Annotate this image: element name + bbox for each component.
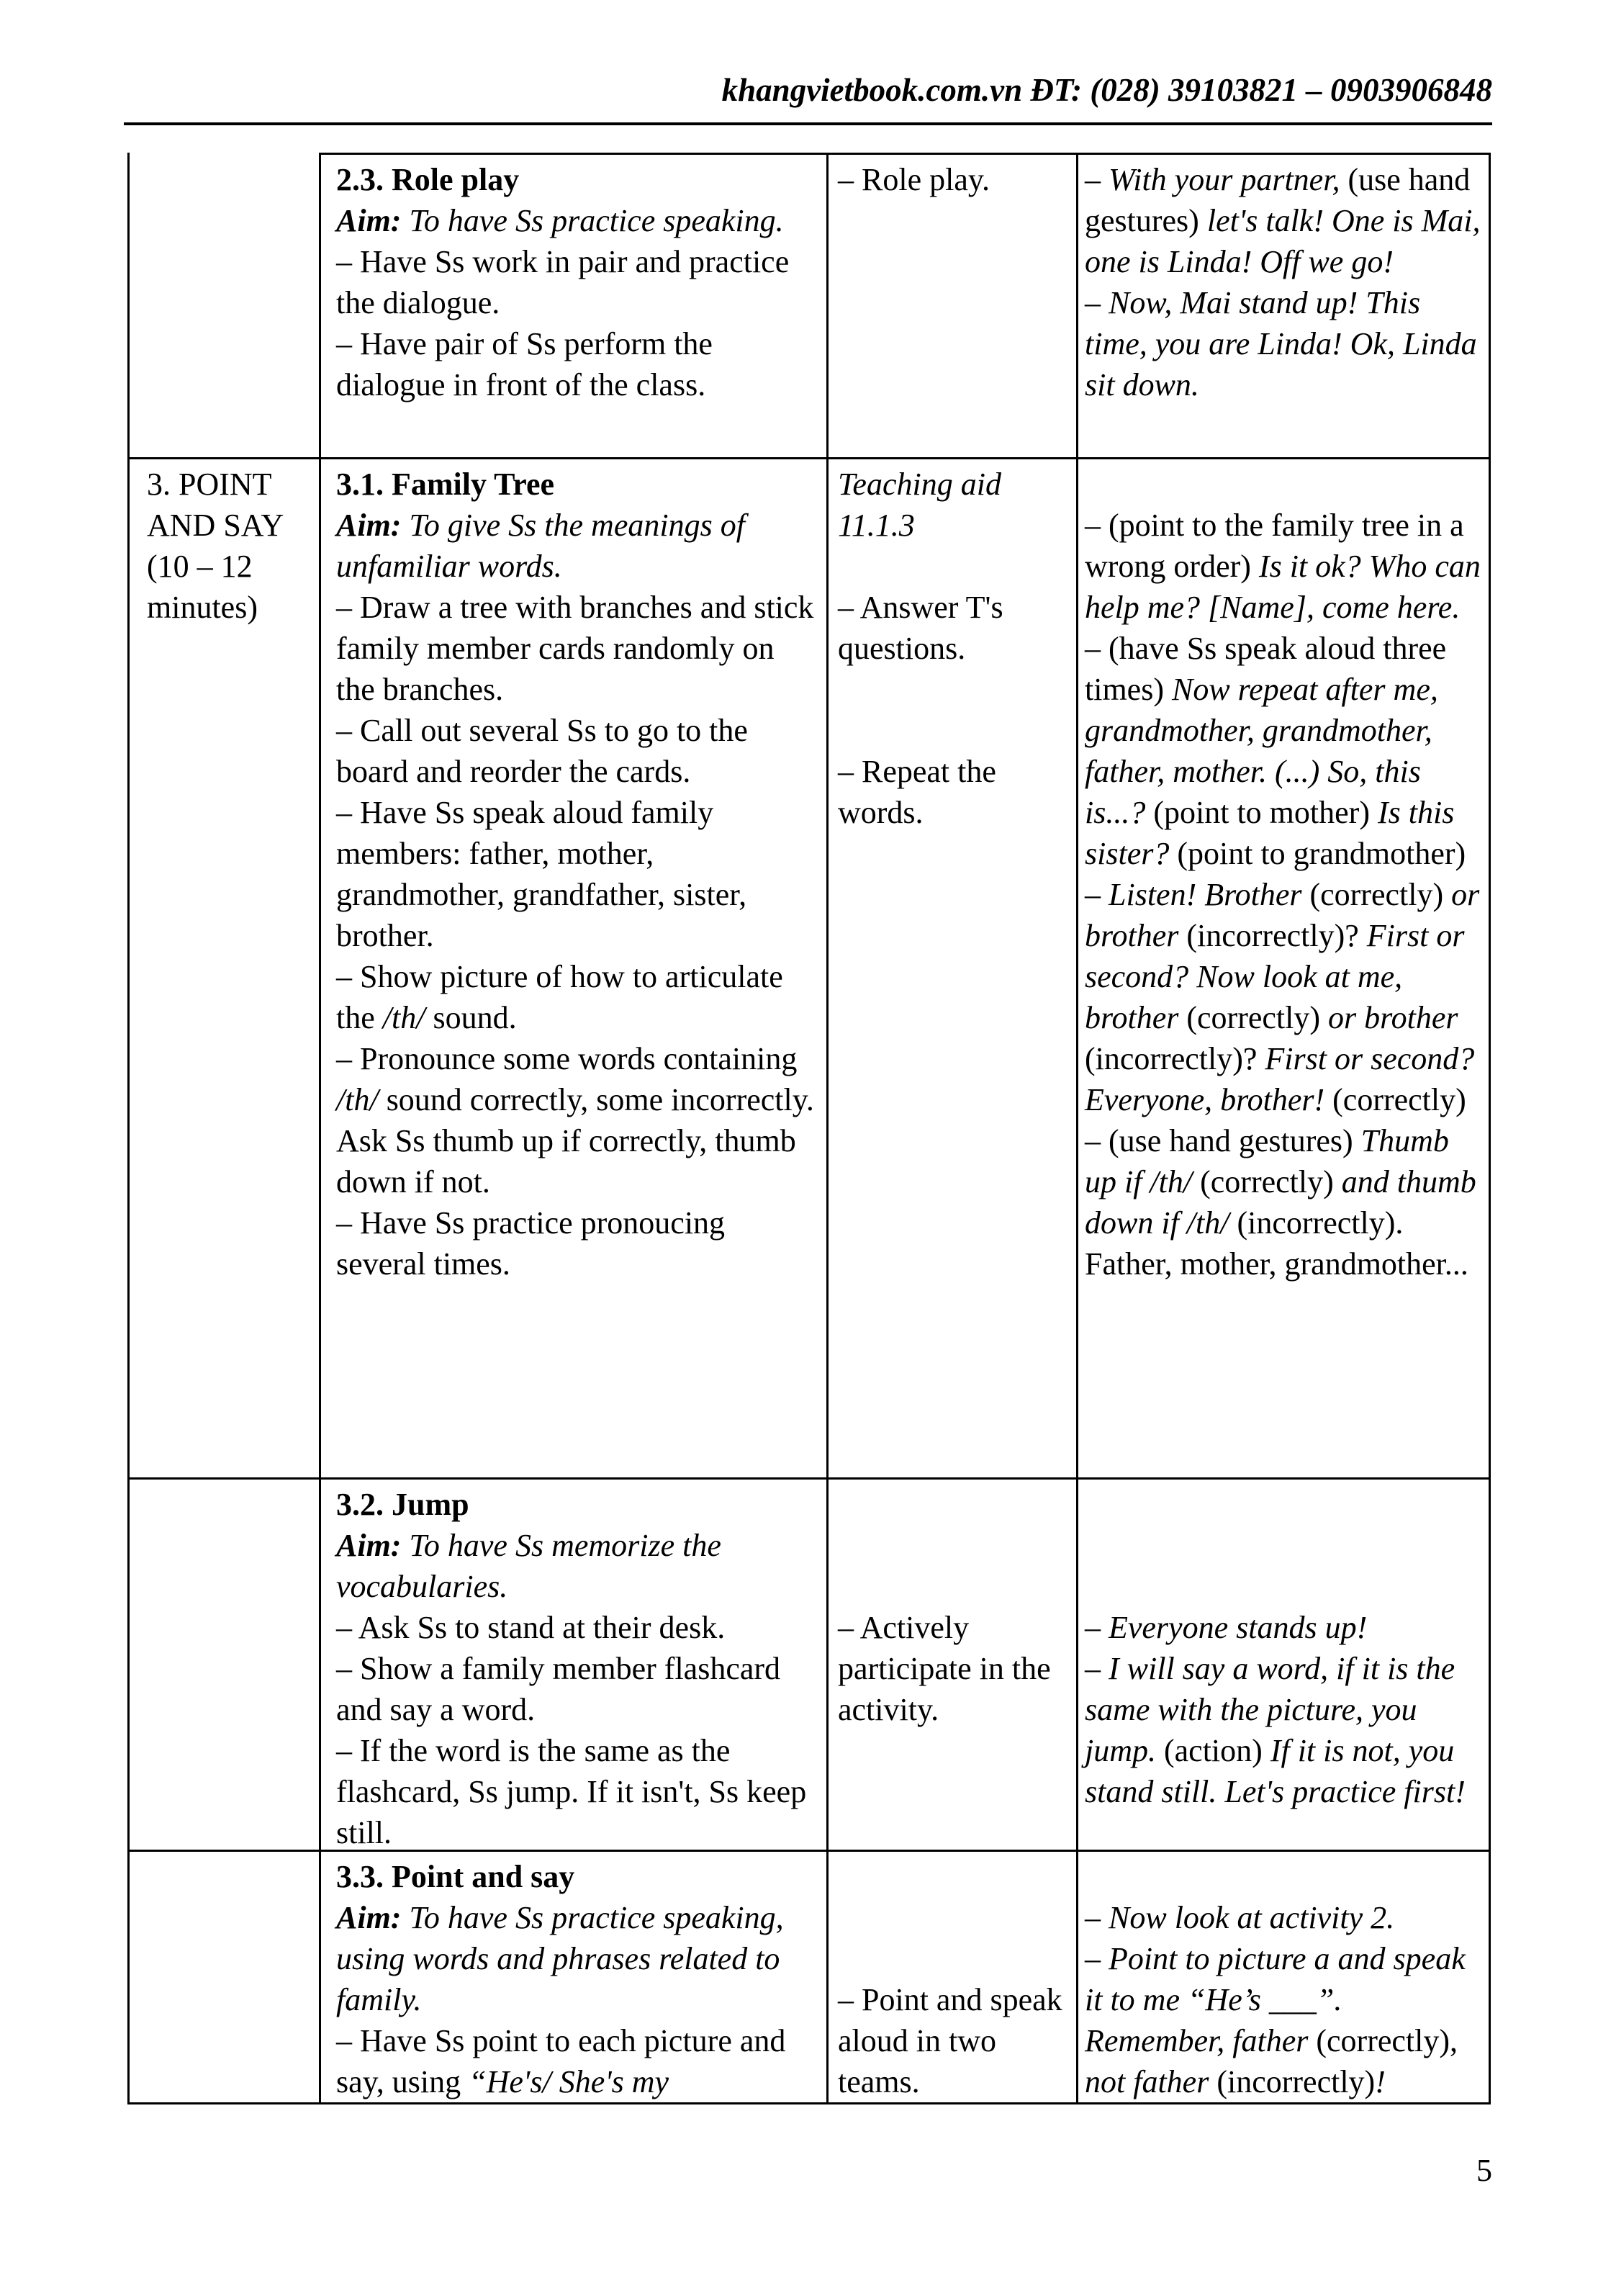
paragraph: Aim: To have Ss memorize the vocabularies. bbox=[336, 1528, 721, 1604]
paragraph: – If the word is the same as the flashcard, Ss jump. If it isn't, Ss keep still. bbox=[336, 1733, 807, 1850]
paragraph: 3. POINT AND SAY (10 – 12 minutes) bbox=[147, 467, 283, 625]
paragraph: 2.3. Role play bbox=[336, 162, 520, 197]
paragraph: Aim: To have Ss practice speaking, using words and phrases related to family. bbox=[336, 1900, 784, 2017]
paragraph: – Point to picture a and speak it to me “He’s ___”. Remember, father (correctly), not father (incorrectly)! bbox=[1085, 1941, 1466, 2099]
table-cell-r2c2 bbox=[321, 459, 829, 1480]
spacer-line bbox=[838, 1938, 1072, 1979]
spacer-line bbox=[1085, 1566, 1484, 1607]
paragraph: – Actively participate in the activity. bbox=[838, 1610, 1051, 1727]
paragraph: – Show picture of how to articulate the /th/ sound. bbox=[336, 959, 783, 1035]
paragraph: Aim: To have Ss practice speaking. bbox=[336, 203, 784, 238]
table-cell-r1c3 bbox=[829, 153, 1078, 459]
paragraph: – Have Ss point to each picture and say, using “He's/ She's my bbox=[336, 2023, 786, 2099]
lesson-table bbox=[127, 153, 1491, 2104]
paragraph: – Point and speak aloud in two teams. bbox=[838, 1982, 1062, 2099]
paragraph: – With your partner, (use hand gestures) let's talk! One is Mai, one is Linda! Off we go! bbox=[1085, 162, 1481, 279]
header-rule bbox=[124, 122, 1492, 125]
paragraph: – I will say a word, if it is the same with the picture, you jump. (action) If it is not, you stand still. Let's practice first! bbox=[1085, 1651, 1466, 1809]
spacer-line bbox=[838, 1484, 1072, 1525]
spacer-line bbox=[838, 1897, 1072, 1938]
spacer-line bbox=[1085, 1525, 1484, 1566]
table-cell-r2c4 bbox=[1078, 459, 1491, 1480]
table-cell-r3c4 bbox=[1078, 1480, 1491, 1852]
table-cell-r3c1 bbox=[130, 1480, 321, 1852]
paragraph: – Answer T's questions. bbox=[838, 590, 1003, 666]
spacer-line bbox=[838, 546, 1072, 587]
table-cell-r3c3 bbox=[829, 1480, 1078, 1852]
paragraph: – Everyone stands up! bbox=[1085, 1610, 1368, 1645]
spacer-line bbox=[838, 1856, 1072, 1897]
spacer-line bbox=[1085, 1856, 1484, 1897]
paragraph: – Ask Ss to stand at their desk. bbox=[336, 1610, 726, 1645]
paragraph: 3.1. Family Tree bbox=[336, 467, 555, 502]
table-cell-r1c4 bbox=[1078, 153, 1491, 459]
spacer-line bbox=[838, 710, 1072, 751]
paragraph: – Show a family member flashcard and say a word. bbox=[336, 1651, 781, 1727]
paragraph: – Repeat the words. bbox=[838, 754, 996, 830]
table-cell-r4c3 bbox=[829, 1852, 1078, 2104]
spacer-line bbox=[838, 1566, 1072, 1607]
table-cell-r1c1 bbox=[130, 153, 321, 459]
table-cell-r4c1 bbox=[130, 1852, 321, 2104]
paragraph: – Call out several Ss to go to the board and reorder the cards. bbox=[336, 713, 748, 789]
paragraph: – Pronounce some words containing /th/ sound correctly, some incorrectly. Ask Ss thumb up if correctly, thumb down if not. bbox=[336, 1041, 814, 1199]
paragraph: – Now, Mai stand up! This time, you are Linda! Ok, Linda sit down. bbox=[1085, 285, 1477, 402]
spacer-line bbox=[1085, 464, 1484, 505]
paragraph: – Role play. bbox=[838, 162, 990, 197]
table-cell-r4c4 bbox=[1078, 1852, 1491, 2104]
paragraph: – Have pair of Ss perform the dialogue in front of the class. bbox=[336, 326, 713, 402]
paragraph: 3.3. Point and say bbox=[336, 1859, 575, 1894]
paragraph: – Draw a tree with branches and stick family member cards randomly on the branches. bbox=[336, 590, 814, 707]
page-header-text: khangvietbook.com.vn ĐT: (028) 39103821 – 0903906848 bbox=[721, 72, 1492, 108]
paragraph: – (point to the family tree in a wrong order) Is it ok? Who can help me? [Name], come here. bbox=[1085, 508, 1481, 625]
table-cell-r2c3 bbox=[829, 459, 1078, 1480]
spacer-line bbox=[838, 1525, 1072, 1566]
paragraph: – Now look at activity 2. bbox=[1085, 1900, 1395, 1935]
paragraph: – (use hand gestures) Thumb up if /th/ (correctly) and thumb down if /th/ (incorrectly). Father, mother, grandmother... bbox=[1085, 1123, 1476, 1282]
page-number: 5 bbox=[1476, 2153, 1492, 2188]
spacer-line bbox=[838, 669, 1072, 710]
table-cell-r1c2 bbox=[321, 153, 829, 459]
paragraph: – Have Ss speak aloud family members: father, mother, grandmother, grandfather, sister, brother. bbox=[336, 795, 747, 953]
paragraph: – Listen! Brother (correctly) or brother (incorrectly)? First or second? Now look at me, brother (correctly) or brother (incorrectly)? First or second? Everyone, brother! (correctly) bbox=[1085, 877, 1480, 1117]
paragraph: 3.2. Jump bbox=[336, 1487, 469, 1522]
paragraph: – Have Ss practice pronoucing several times. bbox=[336, 1205, 726, 1282]
spacer-line bbox=[1085, 1484, 1484, 1525]
table-cell-r2c1 bbox=[130, 459, 321, 1480]
paragraph: – Have Ss work in pair and practice the dialogue. bbox=[336, 244, 790, 320]
table-cell-r3c2 bbox=[321, 1480, 829, 1852]
paragraph: – (have Ss speak aloud three times) Now repeat after me, grandmother, grandmother, father, mother. (...) So, this is...? (point to mother) Is this sister? (point to grandmother) bbox=[1085, 631, 1466, 871]
paragraph: Aim: To give Ss the meanings of unfamiliar words. bbox=[336, 508, 745, 584]
paragraph: Teaching aid 11.1.3 bbox=[838, 467, 1001, 543]
table-cell-r4c2 bbox=[321, 1852, 829, 2104]
